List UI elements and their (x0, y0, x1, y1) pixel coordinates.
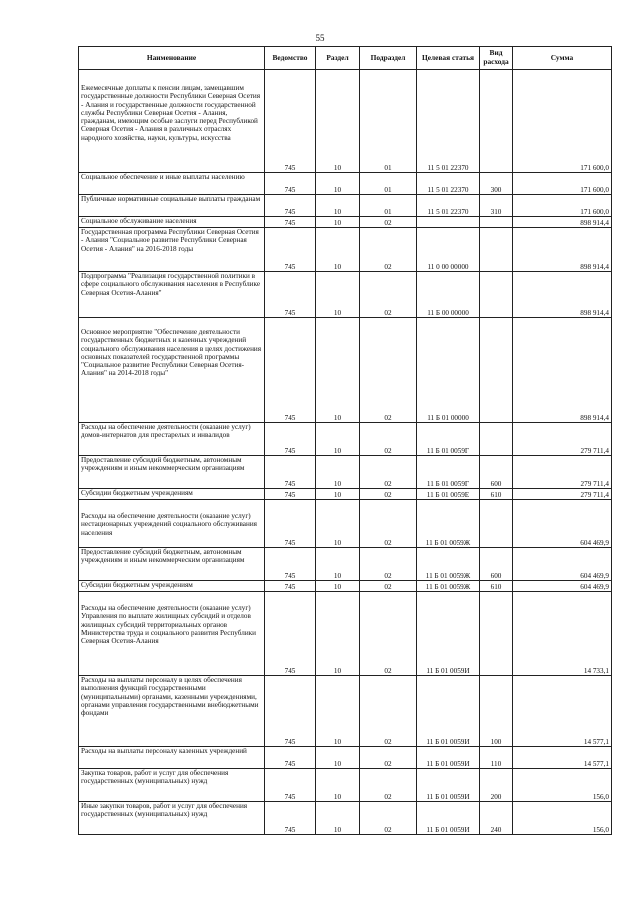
cell-vedomstvo: 745 (265, 217, 316, 228)
cell-vedomstvo: 745 (265, 592, 316, 676)
table-row (79, 769, 612, 802)
cell-vedomstvo: 745 (265, 747, 316, 769)
cell-sum: 604 469,9 (513, 548, 612, 581)
cell-name: Субсидии бюджетным учреждениям (79, 489, 265, 500)
cell-sum: 156,0 (513, 802, 612, 835)
cell-target-article: 11 Б 00 00000 (417, 272, 480, 318)
table-row (79, 272, 612, 318)
cell-sum: 898 914,4 (513, 272, 612, 318)
cell-razdel: 10 (316, 173, 360, 195)
table-header-row (79, 47, 612, 70)
cell-sum: 156,0 (513, 769, 612, 802)
cell-expense-type: 200 (480, 769, 513, 802)
cell-vedomstvo: 745 (265, 318, 316, 423)
cell-sum: 171 600,0 (513, 195, 612, 217)
cell-razdel: 10 (316, 228, 360, 272)
cell-name: Расходы на выплаты персоналу казенных учреждений (79, 747, 265, 769)
cell-sum: 171 600,0 (513, 70, 612, 173)
cell-vedomstvo: 745 (265, 272, 316, 318)
cell-target-article: 11 Б 01 0059Ж (417, 500, 480, 548)
cell-vedomstvo: 745 (265, 228, 316, 272)
cell-target-article: 11 Б 01 0059Г (417, 456, 480, 489)
cell-razdel: 10 (316, 272, 360, 318)
cell-name: Подпрограмма "Реализация государственной политики в сфере социального обслуживания населения в Республике Северная Осетия-Алания" (79, 272, 265, 318)
table-row (79, 676, 612, 747)
cell-target-article: 11 Б 01 0059Е (417, 489, 480, 500)
cell-podrazdel: 02 (360, 272, 417, 318)
cell-sum: 604 469,9 (513, 500, 612, 548)
cell-expense-type: 310 (480, 195, 513, 217)
cell-name: Предоставление субсидий бюджетным, автономным учреждениям и иным некоммерческим организациям (79, 456, 265, 489)
cell-expense-type (480, 228, 513, 272)
table-row (79, 217, 612, 228)
cell-podrazdel: 02 (360, 423, 417, 456)
cell-razdel: 10 (316, 456, 360, 489)
cell-name: Ежемесячные доплаты к пенсии лицам, замещавшим государственные должности Республики Северная Осетия - Алания и государственные должности государственной службы Республики Северная Осетия - Алания, гражданам, имеющим особые заслуги перед Республикой Северная Осетия - Алания в различных отраслях народного хозяйства, науки, культуры, искусства (79, 70, 265, 173)
cell-razdel: 10 (316, 802, 360, 835)
cell-vedomstvo: 745 (265, 423, 316, 456)
table-row (79, 173, 612, 195)
cell-target-article: 11 Б 01 0059И (417, 592, 480, 676)
cell-expense-type: 300 (480, 173, 513, 195)
cell-podrazdel: 02 (360, 228, 417, 272)
table-row (79, 423, 612, 456)
cell-target-article: 11 Б 01 0059И (417, 769, 480, 802)
table-row (79, 456, 612, 489)
cell-name: Социальное обеспечение и иные выплаты населению (79, 173, 265, 195)
header-target-article: Целевая статья (417, 47, 480, 70)
cell-expense-type (480, 70, 513, 173)
header-podrazdel: Подраздел (360, 47, 417, 70)
cell-expense-type: 600 (480, 548, 513, 581)
cell-vedomstvo: 745 (265, 173, 316, 195)
cell-vedomstvo: 745 (265, 676, 316, 747)
cell-sum: 14 733,1 (513, 592, 612, 676)
cell-name: Государственная программа Республики Северная Осетия - Алания "Социальное развитие Республики Северная Осетия - Алания" на 2016-2018 годы (79, 228, 265, 272)
cell-sum: 14 577,1 (513, 676, 612, 747)
table-row (79, 318, 612, 423)
cell-vedomstvo: 745 (265, 489, 316, 500)
cell-vedomstvo: 745 (265, 581, 316, 592)
cell-name: Социальное обслуживание населения (79, 217, 265, 228)
table-row (79, 548, 612, 581)
cell-podrazdel: 02 (360, 802, 417, 835)
cell-podrazdel: 02 (360, 592, 417, 676)
cell-name: Публичные нормативные социальные выплаты гражданам (79, 195, 265, 217)
cell-name: Расходы на выплаты персоналу в целях обеспечения выполнения функций государственными (муниципальными) органами, казенными учреждениями, органами управления государственными внебюджетными фондами (79, 676, 265, 747)
cell-target-article: 11 Б 01 0059И (417, 802, 480, 835)
cell-razdel: 10 (316, 581, 360, 592)
cell-sum: 279 711,4 (513, 456, 612, 489)
table-row (79, 581, 612, 592)
header-name: Наименование (79, 47, 265, 70)
cell-vedomstvo: 745 (265, 195, 316, 217)
cell-target-article (417, 217, 480, 228)
header-razdel: Раздел (316, 47, 360, 70)
cell-podrazdel: 02 (360, 769, 417, 802)
cell-target-article: 11 Б 01 0059Ж (417, 548, 480, 581)
cell-razdel: 10 (316, 195, 360, 217)
cell-vedomstvo: 745 (265, 456, 316, 489)
table-row (79, 747, 612, 769)
cell-podrazdel: 02 (360, 489, 417, 500)
table-row (79, 489, 612, 500)
cell-name: Иные закупки товаров, работ и услуг для обеспечения государственных (муниципальных) нужд (79, 802, 265, 835)
table-row (79, 70, 612, 173)
cell-expense-type (480, 272, 513, 318)
cell-target-article: 11 Б 01 00000 (417, 318, 480, 423)
header-expense-type: Вид расхода (480, 47, 513, 70)
cell-expense-type: 600 (480, 456, 513, 489)
cell-target-article: 11 Б 01 0059Ж (417, 581, 480, 592)
table-row (79, 802, 612, 835)
cell-name: Закупка товаров, работ и услуг для обеспечения государственных (муниципальных) нужд (79, 769, 265, 802)
cell-vedomstvo: 745 (265, 500, 316, 548)
cell-expense-type: 610 (480, 489, 513, 500)
cell-target-article: 11 Б 01 0059Г (417, 423, 480, 456)
cell-razdel: 10 (316, 489, 360, 500)
cell-razdel: 10 (316, 548, 360, 581)
cell-sum: 14 577,1 (513, 747, 612, 769)
cell-razdel: 10 (316, 747, 360, 769)
cell-podrazdel: 02 (360, 318, 417, 423)
table-row (79, 195, 612, 217)
cell-razdel: 10 (316, 769, 360, 802)
cell-podrazdel: 02 (360, 217, 417, 228)
cell-podrazdel: 01 (360, 195, 417, 217)
cell-expense-type (480, 500, 513, 548)
cell-podrazdel: 01 (360, 70, 417, 173)
cell-vedomstvo: 745 (265, 548, 316, 581)
cell-vedomstvo: 745 (265, 70, 316, 173)
cell-sum: 898 914,4 (513, 318, 612, 423)
cell-podrazdel: 02 (360, 500, 417, 548)
cell-expense-type (480, 423, 513, 456)
cell-expense-type: 240 (480, 802, 513, 835)
cell-expense-type (480, 318, 513, 423)
cell-podrazdel: 01 (360, 173, 417, 195)
cell-name: Расходы на обеспечение деятельности (оказание услуг) нестационарных учреждений социального обслуживания населения (79, 500, 265, 548)
cell-name: Предоставление субсидий бюджетным, автономным учреждениям и иным некоммерческим организациям (79, 548, 265, 581)
cell-razdel: 10 (316, 217, 360, 228)
cell-target-article: 11 5 01 22370 (417, 70, 480, 173)
cell-sum: 898 914,4 (513, 228, 612, 272)
cell-razdel: 10 (316, 500, 360, 548)
budget-table (78, 46, 612, 835)
cell-name: Субсидии бюджетным учреждениям (79, 581, 265, 592)
cell-name: Основное мероприятие "Обеспечение деятельности государственных бюджетных и казенных учреждений социального обслуживания населения в целях достижения основных показателей государственной программы "Социальное развитие Республики Северная Осетия-Алания" на 2014-2018 годы" (79, 318, 265, 423)
cell-sum: 604 469,9 (513, 581, 612, 592)
cell-sum: 279 711,4 (513, 489, 612, 500)
cell-target-article: 11 5 01 22370 (417, 195, 480, 217)
cell-razdel: 10 (316, 676, 360, 747)
cell-vedomstvo: 745 (265, 802, 316, 835)
cell-sum: 279 711,4 (513, 423, 612, 456)
table-row (79, 500, 612, 548)
cell-podrazdel: 02 (360, 548, 417, 581)
cell-name: Расходы на обеспечение деятельности (оказание услуг) домов-интернатов для престарелых и инвалидов (79, 423, 265, 456)
cell-expense-type: 110 (480, 747, 513, 769)
cell-podrazdel: 02 (360, 581, 417, 592)
header-vedomstvo: Ведомство (265, 47, 316, 70)
cell-expense-type (480, 592, 513, 676)
cell-razdel: 10 (316, 70, 360, 173)
cell-podrazdel: 02 (360, 747, 417, 769)
cell-razdel: 10 (316, 592, 360, 676)
cell-vedomstvo: 745 (265, 769, 316, 802)
cell-name: Расходы на обеспечение деятельности (оказание услуг) Управления по выплате жилищных субсидий и отделов жилищных субсидий территориальных органов Министерства труда и социального развития Республики Северная Осетия-Алания (79, 592, 265, 676)
cell-target-article: 11 Б 01 0059И (417, 747, 480, 769)
cell-expense-type (480, 217, 513, 228)
cell-sum: 171 600,0 (513, 173, 612, 195)
page-number: 55 (315, 33, 325, 43)
table-row (79, 592, 612, 676)
cell-razdel: 10 (316, 423, 360, 456)
cell-target-article: 11 0 00 00000 (417, 228, 480, 272)
cell-podrazdel: 02 (360, 456, 417, 489)
cell-expense-type: 100 (480, 676, 513, 747)
cell-razdel: 10 (316, 318, 360, 423)
cell-target-article: 11 Б 01 0059И (417, 676, 480, 747)
table-row (79, 228, 612, 272)
header-sum: Сумма (513, 47, 612, 70)
cell-podrazdel: 02 (360, 676, 417, 747)
cell-sum: 898 914,4 (513, 217, 612, 228)
cell-target-article: 11 5 01 22370 (417, 173, 480, 195)
cell-expense-type: 610 (480, 581, 513, 592)
